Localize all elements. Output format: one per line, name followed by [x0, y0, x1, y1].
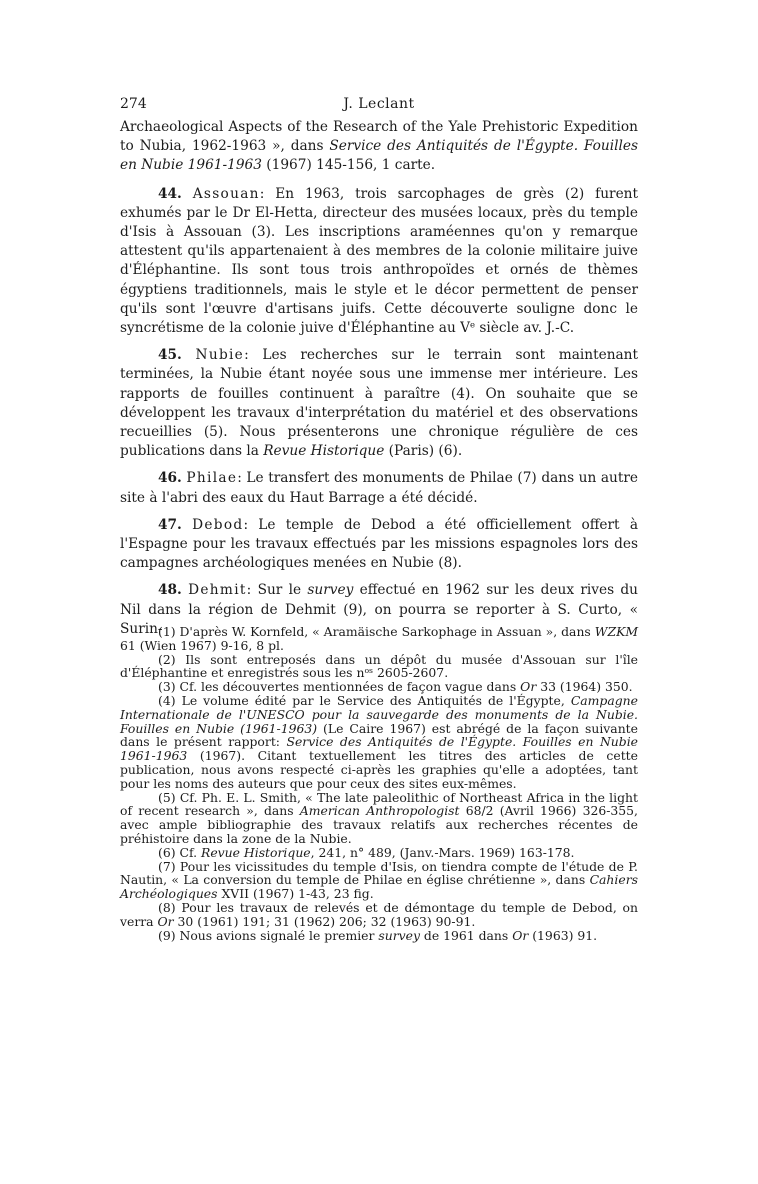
footnote-marker: (8) — [158, 899, 176, 915]
running-head — [120, 96, 638, 118]
section-title: Dehmit — [188, 582, 247, 599]
section-44-assouan: 44. Assouan: En 1963, trois sarcophages de grès (2) furent exhumés par le Dr El-Hetta, directeur des musées locaux, près du temple d'Isis à Assouan (3). Les inscriptions araméennes qu'on y remarque attestent qu'ils appartenaient à des membres de la colonie militaire juive d'Éléphantine. Ils sont tous trois anthropoïdes et ornés de thèmes égyptiens traditionnels, mais le style et le décor permettent de penser qu'ils sont l'œuvre d'artisans juifs. Cette découverte souligne donc le syncrétisme de la colonie juive d'Éléphantine au Ve siècle av. J.-C. — [120, 185, 638, 337]
paragraph-continued: Archaeological Aspects of the Research of the Yale Prehistoric Expedition to Nubia, 1962-1963 », dans Service des Antiquités de l'Égypte. Fouilles en Nubie 1961-1963 (1967) 145-156, 1 carte. — [120, 119, 638, 174]
section-title: Philae — [186, 470, 238, 487]
footnote-ref: (2) — [564, 185, 585, 202]
footnote-6: (6) Cf. Revue Historique, 241, n° 489, (Janv.-Mars. 1969) 163-178. — [158, 844, 575, 860]
footnote-marker: (5) — [158, 789, 176, 805]
page — [120, 96, 638, 639]
footnote-ref: (6) — [438, 443, 458, 460]
footnote-marker: (1) — [158, 624, 176, 639]
running-head-author: J. Leclant — [343, 96, 415, 112]
footnote-5: (5) Cf. Ph. E. L. Smith, « The late paleolithic of Northeast Africa in the light of recent research », dans American Anthropologist 68/2 (Avril 1966) 326-355, avec ample bibliographie des travaux relatifs aux recherches récentes de préhistoire dans la zone de la Nubie. — [120, 789, 638, 846]
footnote-7: (7) Pour les vicissitudes du temple d'Isis, on tiendra compte de l'étude de P. Nautin, « La conversion du temple de Philae en église chrétienne », dans Cahiers Archéologiques XVII (1967) 1-43, 23 fig. — [120, 858, 638, 902]
page-number: 274 — [120, 96, 147, 112]
footnote-ref: (4) — [450, 385, 471, 402]
footnotes — [120, 625, 638, 942]
footnote-3: (3) Cf. les découvertes mentionnées de façon vague dans Or 33 (1964) 350. — [158, 679, 633, 695]
section-title: Assouan — [192, 185, 260, 202]
footnote-marker: (3) — [158, 679, 176, 695]
footnote-marker: (7) — [158, 858, 176, 874]
footnote-marker: (6) — [158, 844, 176, 860]
footnote-1: (1) D'après W. Kornfeld, « Aramäische Sarkophage in Assuan », dans WZKM 61 (Wien 1967) 9-16, 8 pl. — [120, 624, 639, 653]
section-46-philae: 46. Philae: Le transfert des monuments de Philae (7) dans un autre site à l'abri des eaux du Haut Barrage a été décidé. — [120, 470, 638, 506]
section-number: 47. — [158, 516, 182, 533]
section-number: 44. — [158, 185, 182, 202]
footnote-ref: (5) — [203, 424, 224, 441]
section-title: Nubie — [195, 347, 245, 364]
footnote-marker: (9) — [158, 927, 176, 943]
section-number: 45. — [158, 347, 182, 364]
section-title: Debod — [192, 516, 244, 533]
footnote-ref: (8) — [438, 555, 458, 572]
footnote-9: (9) Nous avions signalé le premier survey de 1961 dans Or (1963) 91. — [158, 927, 598, 943]
footnote-ref: (9) — [343, 601, 363, 618]
section-number: 48. — [158, 582, 182, 599]
section-45-nubie: 45. Nubie: Les recherches sur le terrain sont maintenant terminées, la Nubie étant noyée sous une immense mer intérieure. Les rapports de fouilles continuent à paraître (4). On souhaite que se développent les travaux d'interprétation du matériel et des observations recueillies (5). Nous présenterons une chronique régulière de ces publications dans la Revue Historique (Paris) (6). — [120, 347, 639, 460]
footnote-8: (8) Pour les travaux de relevés et de démontage du temple de Debod, on verra Or 30 (1961) 191; 31 (1962) 206; 32 (1963) 90-91. — [120, 899, 638, 929]
section-47-debod: 47. Debod: Le temple de Debod a été officiellement offert à l'Espagne pour les travaux effectués par les missions espagnoles lors des campagnes archéologiques menées en Nubie (8). — [120, 516, 638, 572]
footnote-ref: (7) — [517, 470, 537, 487]
footnote-4: (4) Le volume édité par le Service des Antiquités de l'Égypte, Campagne Internationale de l'UNESCO pour la sauvegarde des monuments de la Nubie. Fouilles en Nubie (1961-1963) (Le Caire 1967) est abrégé de la façon suivante dans le présent rapport: Service des Antiquités de l'Égypte. Fouilles en Nubie 1961-1963 (1967). Citant textuellement les titres des articles de cette publication, nous avons respecté ci-après les graphies qu'elle a adoptées, tant pour les noms des auteurs que pour ceux des sites eux-mêmes. — [120, 692, 638, 791]
section-48-dehmit: 48. Dehmit: Sur le survey effectué en 1962 sur les deux rives du Nil dans la région de Dehmit (9), on pourra se reporter à S. Curto, « Surin- — [120, 582, 638, 637]
footnote-marker: (4) — [158, 692, 176, 708]
footnote-ref: (3) — [251, 224, 271, 241]
footnote-2: (2) Ils sont entreposés dans un dépôt du musée d'Assouan sur l'île d'Éléphantine et enregistrés sous les $n^{os}$ 2605-2607. — [120, 651, 638, 681]
main-text — [120, 118, 638, 639]
section-number: 46. — [158, 470, 182, 487]
footnote-marker: (2) — [158, 651, 176, 667]
